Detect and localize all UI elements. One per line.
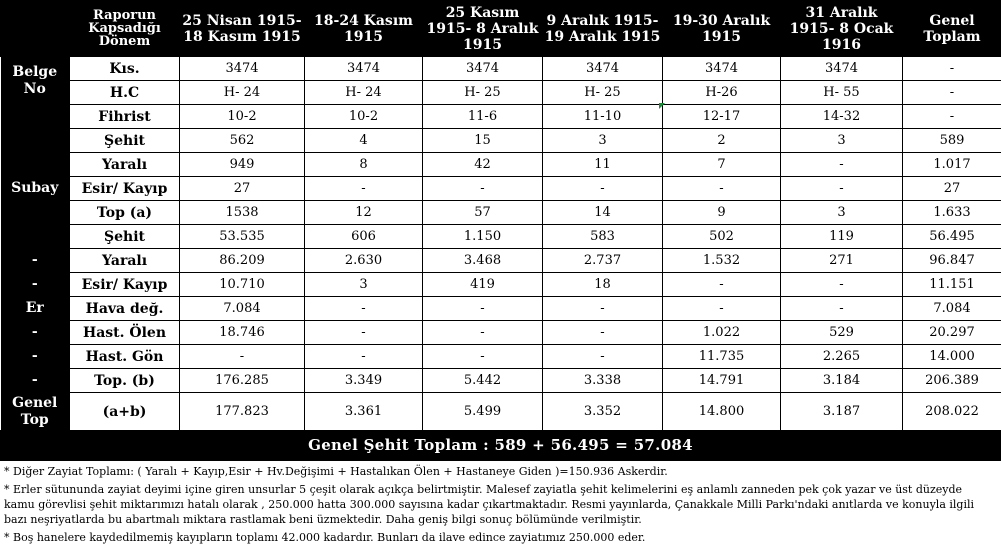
value-cell: 1.532 [663, 249, 781, 273]
value-cell: 3474 [305, 57, 423, 81]
group-label-dash4: - [1, 345, 70, 369]
group-label-dash1: - [1, 249, 70, 273]
value-cell: 3474 [663, 57, 781, 81]
group-label-dash2: - [1, 273, 70, 297]
header-col-3: 25 Kasım 1915- 8 Aralık 1915 [423, 1, 543, 57]
total-cell: 1.017 [903, 153, 1001, 177]
value-cell: 502 [663, 225, 781, 249]
total-cell: 14.000 [903, 345, 1001, 369]
value-cell: 176.285 [180, 369, 305, 393]
value-cell: 3 [543, 129, 663, 153]
value-cell: 3.187 [781, 393, 903, 431]
value-cell: - [543, 297, 663, 321]
value-cell: - [663, 177, 781, 201]
table-row [1, 393, 1001, 431]
total-cell: - [903, 105, 1001, 129]
group-blank-cell [1, 105, 70, 129]
group-label-belge: Belge No [1, 57, 70, 105]
value-cell: 3474 [180, 57, 305, 81]
grand-total-line: Genel Şehit Toplam : 589 + 56.495 = 57.084 [0, 430, 1001, 461]
value-cell: 15 [423, 129, 543, 153]
value-cell: 3 [781, 201, 903, 225]
row-label: Şehit [70, 225, 180, 249]
value-cell: 3.184 [781, 369, 903, 393]
value-cell: - [663, 297, 781, 321]
table-row [1, 249, 1001, 273]
total-cell: 208.022 [903, 393, 1001, 431]
group-label-subay: Subay [1, 153, 70, 225]
value-cell: H- 24 [180, 81, 305, 105]
value-cell: - [423, 297, 543, 321]
value-cell: - [781, 153, 903, 177]
value-cell: 1.150 [423, 225, 543, 249]
header-row [1, 1, 1001, 57]
value-cell: 3474 [423, 57, 543, 81]
value-cell: - [423, 177, 543, 201]
group-blank-cell [1, 225, 70, 249]
row-label: Esir/ Kayıp [70, 273, 180, 297]
row-label: Yaralı [70, 249, 180, 273]
value-cell: 119 [781, 225, 903, 249]
header-col-4: 9 Aralık 1915- 19 Aralık 1915 [543, 1, 663, 57]
row-label: H.C [70, 81, 180, 105]
total-cell: 11.151 [903, 273, 1001, 297]
table-row [1, 225, 1001, 249]
value-cell: 10-2 [305, 105, 423, 129]
value-cell: H- 25 [423, 81, 543, 105]
value-cell: - [305, 177, 423, 201]
footnote-3: * Boş hanelere kaydedilmemiş kayıpların toplamı 42.000 kadardır. Bunları da ilave edince zayiatımız 250.000 eder. [4, 531, 646, 544]
value-cell: 177.823 [180, 393, 305, 431]
value-cell: - [543, 321, 663, 345]
value-cell: 27 [180, 177, 305, 201]
table-row [1, 201, 1001, 225]
value-cell: - [305, 297, 423, 321]
header-col-2: 18-24 Kasım 1915 [305, 1, 423, 57]
group-label-dash5: - [1, 369, 70, 393]
row-label: Esir/ Kayıp [70, 177, 180, 201]
value-cell: 14-32 [781, 105, 903, 129]
group-label-genel: Genel Top [1, 393, 70, 431]
header-period-label: Raporun Kapsadığı Dönem [70, 1, 180, 57]
value-cell: 11 [543, 153, 663, 177]
value-cell: 14.791 [663, 369, 781, 393]
row-label: Hast. Ölen [70, 321, 180, 345]
row-label: Şehit [70, 129, 180, 153]
value-cell: 583 [543, 225, 663, 249]
value-cell: 3.352 [543, 393, 663, 431]
value-cell: 11-6 [423, 105, 543, 129]
value-cell: 7 [663, 153, 781, 177]
total-cell: 96.847 [903, 249, 1001, 273]
value-cell: 9 [663, 201, 781, 225]
value-cell: 3474 [781, 57, 903, 81]
row-label: Hava değ. [70, 297, 180, 321]
value-cell: - [663, 273, 781, 297]
footnote-2: * Erler sütununda zayiat deyimi içine giren unsurlar 5 çeşit olarak açıkça belirtmiştir. Malesef zayiatla şehit kelimelerini eş anlamlı zanneden pek çok yazar ve üst düzeyde kamu görevlisi şehit miktarımızı hatalı olarak , 250.000 hatta 300.000 sayısına kadar çıkartmaktadır. Resmi yayınlarda, Çanakkale Milli Parkı'ndaki anıtlarda ve konuyla ilgili bazı neşriyatlarda bu abartmalı miktara rastlamak beni üzmektedir. Daha geniş bilgi sonuç bölümünde verilmiştir. [4, 483, 975, 526]
value-cell: 14 [543, 201, 663, 225]
value-cell: 14.800 [663, 393, 781, 431]
value-cell: 18 [543, 273, 663, 297]
table-row [1, 297, 1001, 321]
value-cell: - [543, 177, 663, 201]
value-cell: 606 [305, 225, 423, 249]
header-blank-cell [1, 1, 70, 57]
total-cell: - [903, 57, 1001, 81]
value-cell: 86.209 [180, 249, 305, 273]
table-row [1, 273, 1001, 297]
total-cell: - [903, 81, 1001, 105]
value-cell: 3 [781, 129, 903, 153]
total-cell: 27 [903, 177, 1001, 201]
value-cell: 11-10 [543, 105, 663, 129]
table-row [1, 177, 1001, 201]
row-label: Yaralı [70, 153, 180, 177]
footnotes [4, 464, 994, 548]
row-label: Top (a) [70, 201, 180, 225]
value-cell: - [781, 297, 903, 321]
value-cell: 11.735 [663, 345, 781, 369]
value-cell: 12 [305, 201, 423, 225]
value-cell: 18.746 [180, 321, 305, 345]
value-cell: - [180, 345, 305, 369]
value-cell: H- 24 [305, 81, 423, 105]
total-cell: 589 [903, 129, 1001, 153]
table-row [1, 105, 1001, 129]
row-label: Fihrist [70, 105, 180, 129]
total-cell: 20.297 [903, 321, 1001, 345]
total-cell: 1.633 [903, 201, 1001, 225]
value-cell: 7.084 [180, 297, 305, 321]
value-cell: H- 55 [781, 81, 903, 105]
group-blank-cell [1, 129, 70, 153]
value-cell: 529 [781, 321, 903, 345]
value-cell: 12-17 [663, 105, 781, 129]
total-cell: 7.084 [903, 297, 1001, 321]
cell-corner-marker [659, 103, 665, 109]
value-cell: 419 [423, 273, 543, 297]
value-cell: 3.338 [543, 369, 663, 393]
value-cell: - [305, 321, 423, 345]
table-row [1, 129, 1001, 153]
value-cell: H-26 [663, 81, 781, 105]
row-label: Kıs. [70, 57, 180, 81]
value-cell: 8 [305, 153, 423, 177]
value-cell: - [781, 177, 903, 201]
table-row [1, 81, 1001, 105]
total-cell: 206.389 [903, 369, 1001, 393]
value-cell: - [305, 345, 423, 369]
group-label-dash3: - [1, 321, 70, 345]
value-cell: - [543, 345, 663, 369]
value-cell: 271 [781, 249, 903, 273]
value-cell: 57 [423, 201, 543, 225]
value-cell: 5.499 [423, 393, 543, 431]
row-label: Top. (b) [70, 369, 180, 393]
group-label-er: Er [1, 297, 70, 321]
value-cell: - [423, 321, 543, 345]
value-cell: 1.022 [663, 321, 781, 345]
value-cell: 53.535 [180, 225, 305, 249]
table-body [1, 57, 1001, 431]
header-col-1: 25 Nisan 1915- 18 Kasım 1915 [180, 1, 305, 57]
table-row [1, 321, 1001, 345]
value-cell: 2.630 [305, 249, 423, 273]
footnote-1: * Diğer Zayiat Toplamı: ( Yaralı + Kayıp,Esir + Hv.Değişimi + Hastalıkan Ölen + Hastaneye Giden )=150.936 Askerdir. [4, 465, 668, 478]
value-cell: 5.442 [423, 369, 543, 393]
value-cell: 3 [305, 273, 423, 297]
value-cell: 3.468 [423, 249, 543, 273]
total-cell: 56.495 [903, 225, 1001, 249]
value-cell: - [423, 345, 543, 369]
table-row [1, 369, 1001, 393]
header-col-5: 19-30 Aralık 1915 [663, 1, 781, 57]
table-row [1, 153, 1001, 177]
value-cell: 2.265 [781, 345, 903, 369]
value-cell: 2.737 [543, 249, 663, 273]
value-cell: 42 [423, 153, 543, 177]
value-cell: - [781, 273, 903, 297]
table-row [1, 345, 1001, 369]
value-cell: 10-2 [180, 105, 305, 129]
value-cell: 3.361 [305, 393, 423, 431]
table-row [1, 57, 1001, 81]
value-cell: 3.349 [305, 369, 423, 393]
header-col-total: Genel Toplam [903, 1, 1001, 57]
value-cell: 3474 [543, 57, 663, 81]
row-label: Hast. Gön [70, 345, 180, 369]
value-cell: 4 [305, 129, 423, 153]
value-cell: 1538 [180, 201, 305, 225]
value-cell: 10.710 [180, 273, 305, 297]
value-cell: 2 [663, 129, 781, 153]
header-col-6: 31 Aralık 1915- 8 Ocak 1916 [781, 1, 903, 57]
value-cell: 949 [180, 153, 305, 177]
value-cell: 562 [180, 129, 305, 153]
value-cell: H- 25 [543, 81, 663, 105]
row-label: (a+b) [70, 393, 180, 431]
